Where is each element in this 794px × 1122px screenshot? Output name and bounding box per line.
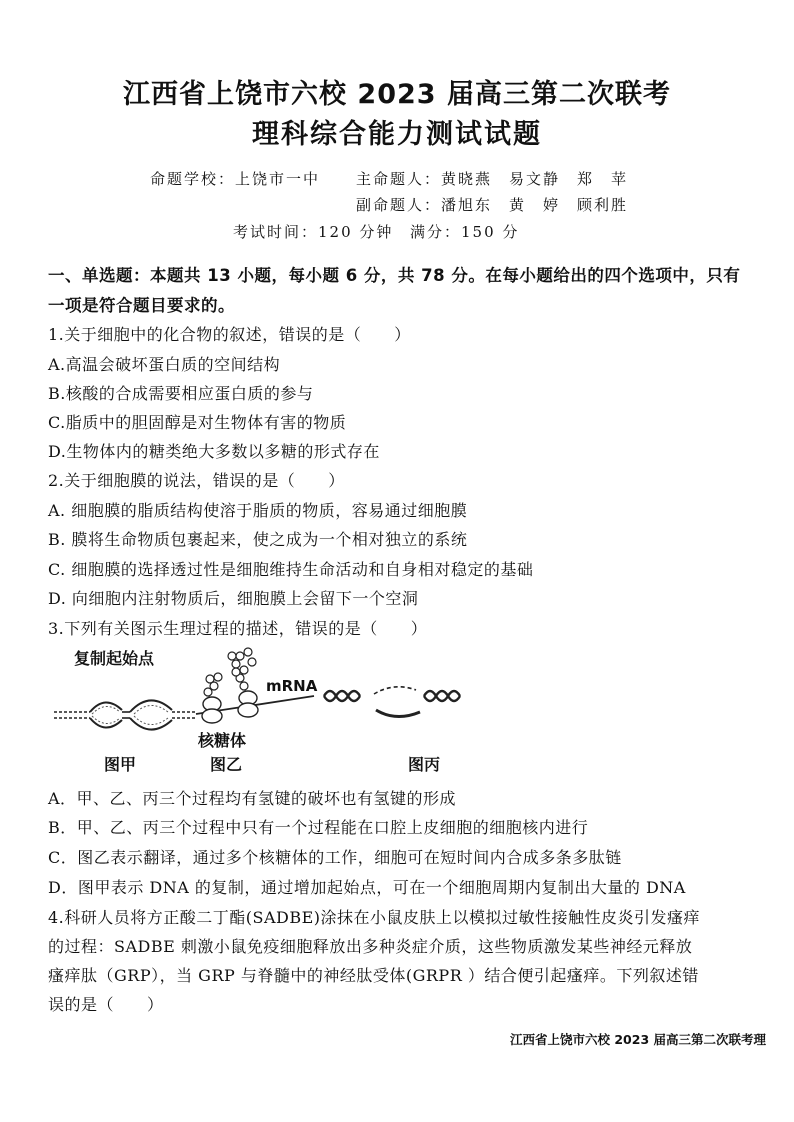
- q3-option-b: B．甲、乙、丙三个过程中只有一个过程能在口腔上皮细胞的细胞核内进行: [48, 818, 589, 837]
- q3-option-a: A．甲、乙、丙三个过程均有氢键的破坏也有氢键的形成: [48, 789, 457, 808]
- q4-stem-line4: 误的是（ ）: [48, 995, 164, 1014]
- section-heading-line1: 一、单选题：本题共 13 小题，每小题 6 分，共 78 分。在每小题给出的四个选项中，只有: [48, 266, 741, 285]
- deputy-setters: 副命题人：潘旭东 黄 婷 顾利胜: [356, 196, 629, 214]
- mrna-label: mRNA: [266, 677, 318, 695]
- q2-option-d: D. 向细胞内注射物质后，细胞膜上会留下一个空洞: [48, 589, 419, 608]
- figure-a-replication-diagram: [50, 690, 200, 750]
- figure-c-transcription-diagram: [324, 674, 474, 734]
- q2-option-a: A. 细胞膜的脂质结构使溶于脂质的物质，容易通过细胞膜: [48, 501, 468, 520]
- full-score: 满分：150 分: [410, 223, 520, 241]
- replication-origin-label: 复制起始点: [74, 649, 155, 668]
- q3-option-d: D．图甲表示 DNA 的复制，通过增加起始点，可在一个细胞周期内复制出大量的 DNA: [48, 878, 686, 897]
- chief-setters: 主命题人：黄晓燕 易文静 郑 苹: [356, 170, 629, 188]
- q2-option-c: C. 细胞膜的选择透过性是细胞维持生命活动和自身相对稳定的基础: [48, 560, 534, 579]
- q1-option-a: A.高温会破坏蛋白质的空间结构: [48, 355, 281, 374]
- exam-title: 江西省上饶市六校 2023 届高三第二次联考: [123, 79, 671, 110]
- q1-option-c: C.脂质中的胆固醇是对生物体有害的物质: [48, 413, 347, 432]
- q2-option-b: B. 膜将生命物质包裹起来，使之成为一个相对独立的系统: [48, 530, 468, 549]
- q4-stem-line3: 瘙痒肽（GRP），当 GRP 与脊髓中的神经肽受体(GRPR ）结合便引起瘙痒。下列叙述错: [48, 966, 699, 985]
- q3-stem: 3.下列有关图示生理过程的描述，错误的是（ ）: [48, 619, 428, 638]
- q4-stem-line2: 的过程：SADBE 刺激小鼠免疫细胞释放出多种炎症介质，这些物质激发某些神经元释放: [48, 937, 693, 956]
- figure-b-translation-diagram: [196, 652, 316, 732]
- exam-time: 考试时间：120 分钟: [233, 223, 394, 241]
- q1-option-b: B.核酸的合成需要相应蛋白质的参与: [48, 384, 314, 403]
- section-heading-line2: 一项是符合题目要求的。: [48, 296, 235, 315]
- exam-subtitle: 理科综合能力测试试题: [252, 119, 542, 150]
- q3-option-c: C．图乙表示翻译，通过多个核糖体的工作，细胞可在短时间内合成多条多肽链: [48, 848, 622, 867]
- school-label: 命题学校：上饶市一中: [150, 170, 321, 188]
- q1-stem: 1.关于细胞中的化合物的叙述，错误的是（ ）: [48, 325, 411, 344]
- page-footer: 江西省上饶市六校 2023 届高三第二次联考理: [510, 1032, 766, 1047]
- ribosome-label: 核糖体: [198, 731, 247, 750]
- figure-c-label: 图丙: [408, 755, 441, 774]
- figure-b-label: 图乙: [210, 755, 243, 774]
- figure-a-label: 图甲: [104, 755, 137, 774]
- q2-stem: 2.关于细胞膜的说法，错误的是（ ）: [48, 471, 345, 490]
- q4-stem-line1: 4.科研人员将方正酸二丁酯(SADBE)涂抹在小鼠皮肤上以模拟过敏性接触性皮炎引发瘙痒: [48, 908, 701, 927]
- q1-option-d: D.生物体内的糖类绝大多数以多糖的形式存在: [48, 442, 380, 461]
